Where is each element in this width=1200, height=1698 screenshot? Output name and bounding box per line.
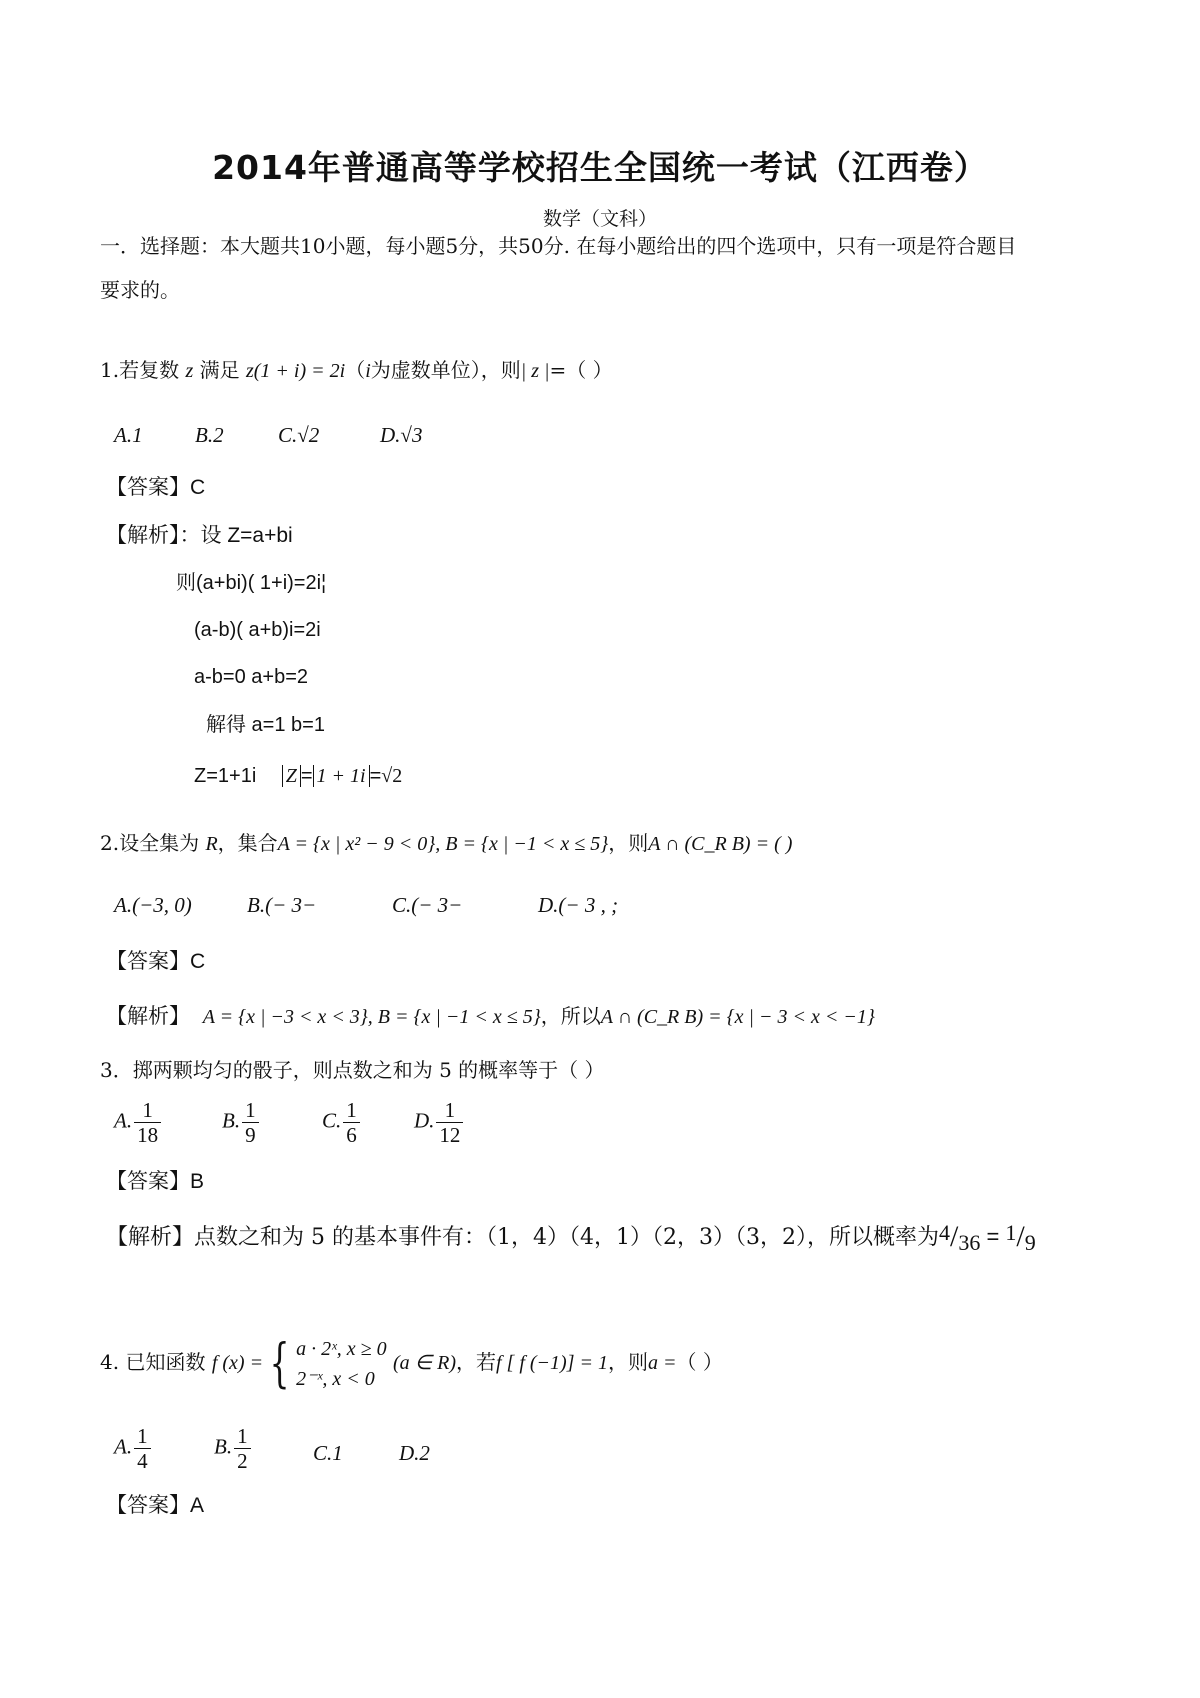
question-2: [100, 830, 792, 857]
q3-option-a-label: A.: [114, 1108, 133, 1133]
q2-expr2: A ∩ (C_R B) = ( ): [648, 833, 793, 855]
q3-analysis-frac2: $^1/_9$: [1005, 1220, 1036, 1255]
q2-analysis-label: 【解析】: [106, 1004, 190, 1028]
q1-analysis-intro: ：设 Z=a+bi: [179, 524, 293, 547]
q1-end: =（ ）: [549, 358, 613, 382]
q2-mid2: ，则: [608, 831, 649, 855]
q1-answer-value: C: [190, 476, 206, 499]
q4-option-a-num: 1: [134, 1424, 151, 1449]
q2-answer-label: 【答案】: [106, 949, 190, 973]
q1-step5-eq1: =: [300, 765, 313, 787]
q4-expr: f [ f (−1)] = 1: [495, 1352, 608, 1374]
q2-prefix: 2.设全集为: [100, 831, 200, 855]
q4-case1: a · 2ˣ, x ≥ 0: [296, 1337, 387, 1360]
q1-equation: z(1 + i) = 2i: [245, 360, 346, 382]
q4-option-b-den: 2: [237, 1449, 248, 1473]
section-intro-line2: 要求的。: [100, 278, 180, 302]
q2-option-c: C.(− 3−: [392, 893, 463, 917]
q4-option-a-frac: [134, 1424, 151, 1473]
q3-analysis-frac1: $^4/_{36}$: [938, 1220, 981, 1255]
q3-option-c: [322, 1098, 360, 1147]
q3-option-a-frac: [134, 1098, 161, 1147]
q1-option-c: C.√2: [278, 423, 320, 447]
q4-end: （ ）: [676, 1350, 723, 1374]
q1-i-var: i: [365, 360, 371, 382]
q2-analysis: [106, 1003, 875, 1030]
q2-expr: A = {x | x² − 9 < 0}, B = {x | −1 < x ≤ 5}: [277, 833, 609, 855]
q1-step5-abs2: 1 + 1i: [313, 765, 370, 787]
q3-analysis-frac2-den: 9: [1024, 1230, 1036, 1255]
q3-option-a: [114, 1098, 161, 1147]
q4-avar: a =: [647, 1352, 677, 1374]
q3-option-d-frac: [436, 1098, 463, 1147]
q1-step-2: (a-b)( a+b)i=2i: [194, 619, 321, 641]
q4-mid2: ，则: [607, 1350, 648, 1374]
q1-mid: 满足: [199, 358, 240, 382]
q3-analysis-label: 【解析】: [106, 1225, 195, 1250]
q2-option-b: B.(− 3−: [247, 893, 317, 917]
q4-option-a-label: A.: [114, 1434, 133, 1459]
q3-analysis-frac1-num: 4: [938, 1220, 950, 1245]
q4-option-b: [214, 1424, 251, 1473]
q3-option-c-frac: [343, 1098, 360, 1147]
q1-step-1: 则(a+bi)( 1+i)=2i¦: [176, 572, 327, 594]
q1-abs: | z |: [520, 360, 550, 382]
q4-option-b-label: B.: [214, 1434, 233, 1459]
q4-fx: f (x) =: [211, 1352, 264, 1374]
page-subtitle: 数学（文科）: [542, 208, 657, 230]
q4-case2: 2⁻ˣ, x < 0: [296, 1367, 375, 1390]
q3-option-d-den: 12: [439, 1123, 461, 1147]
q3-analysis-eq: =: [980, 1224, 1006, 1249]
q2-analysis-mid: ，所以: [540, 1004, 601, 1028]
q1-step5-abs1: Z: [282, 765, 301, 787]
q4-option-d: D.2: [399, 1441, 430, 1465]
q1-step5-result: √2: [381, 765, 403, 787]
q1-paren-text: 为虚数单位），则: [370, 358, 521, 382]
q3-answer-value: B: [190, 1170, 205, 1193]
q1-answer-label: 【答案】: [106, 475, 190, 499]
q3-option-c-den: 6: [346, 1123, 357, 1147]
q2-option-a: A.(−3, 0): [114, 893, 192, 917]
q1-step5-eq2: =: [369, 765, 382, 787]
section-intro-line1: 一．选择题：本大题共10小题，每小题5分，共50分. 在每小题给出的四个选项中，只有一项是符合题目: [100, 234, 1017, 258]
q3-option-c-label: C.: [322, 1108, 342, 1133]
q4-answer-label: 【答案】: [106, 1493, 190, 1517]
q3-option-d: [414, 1098, 463, 1147]
q4-cond: (a ∈ R): [393, 1352, 456, 1374]
q1-var: z: [185, 360, 194, 382]
question-4: [100, 1332, 723, 1394]
q3-analysis-text: 点数之和为 5 的基本事件有：（1，4）（4，1）（2，3）（3，2），所以概率为: [194, 1225, 939, 1250]
q3-option-b-den: 9: [245, 1123, 256, 1147]
q4-option-b-num: 1: [234, 1424, 251, 1449]
q2-option-d: D.(− 3 , ;: [538, 893, 619, 917]
q1-answer: [106, 474, 205, 501]
q4-option-a: [114, 1424, 151, 1473]
q4-mid: ，若: [455, 1350, 496, 1374]
question-3: 3．掷两颗均匀的骰子，则点数之和为 5 的概率等于（ ）: [100, 1058, 605, 1082]
q1-option-a: A.1: [114, 423, 143, 447]
q3-analysis: [106, 1220, 1036, 1255]
q1-step-5: [194, 762, 402, 789]
q1-option-b: B.2: [195, 423, 224, 447]
q2-analysis-expr2: A ∩ (C_R B) = {x | − 3 < x < −1}: [600, 1006, 875, 1028]
q4-answer: [106, 1492, 204, 1519]
q4-answer-value: A: [190, 1494, 205, 1517]
q3-option-d-label: D.: [414, 1108, 435, 1133]
q1-prefix: 1.若复数: [100, 358, 180, 382]
q4-option-c: C.1: [313, 1441, 343, 1465]
q1-step-3: a-b=0 a+b=2: [194, 666, 308, 688]
page-title: 2014年普通高等学校招生全国统一考试（江西卷）: [212, 148, 988, 187]
question-1: [100, 357, 613, 384]
q4-option-b-frac: [234, 1424, 251, 1473]
q2-mid: ，集合: [217, 831, 278, 855]
q2-r: R: [205, 833, 218, 855]
q2-answer-value: C: [190, 950, 206, 973]
q3-option-b-num: 1: [242, 1098, 259, 1123]
q3-analysis-frac1-den: 36: [958, 1230, 981, 1255]
q4-prefix: 4. 已知函数: [100, 1350, 206, 1374]
q1-analysis-label: 【解析】: [106, 523, 180, 547]
q1-option-d: D.√3: [380, 423, 423, 447]
q1-paren-open: （: [345, 358, 366, 382]
q4-brace: {: [269, 1333, 290, 1394]
q3-option-c-num: 1: [343, 1098, 360, 1123]
q1-step5-prefix: Z=1+1i: [194, 765, 257, 787]
q3-answer-label: 【答案】: [106, 1169, 190, 1193]
q1-analysis: [106, 522, 293, 549]
q4-piecewise: [296, 1334, 387, 1394]
q3-analysis-frac2-num: 1: [1005, 1220, 1017, 1245]
q1-step-4: 解得 a=1 b=1: [206, 714, 325, 736]
q2-analysis-expr: A = {x | −3 < x < 3}, B = {x | −1 < x ≤ 5}: [202, 1006, 541, 1028]
q3-option-b: [222, 1098, 259, 1147]
q3-option-a-num: 1: [134, 1098, 161, 1123]
q3-answer: [106, 1168, 204, 1195]
q3-option-d-num: 1: [436, 1098, 463, 1123]
q3-option-b-label: B.: [222, 1108, 241, 1133]
q4-option-a-den: 4: [137, 1449, 148, 1473]
q3-option-a-den: 18: [137, 1123, 159, 1147]
q2-answer: [106, 948, 205, 975]
q3-option-b-frac: [242, 1098, 259, 1147]
